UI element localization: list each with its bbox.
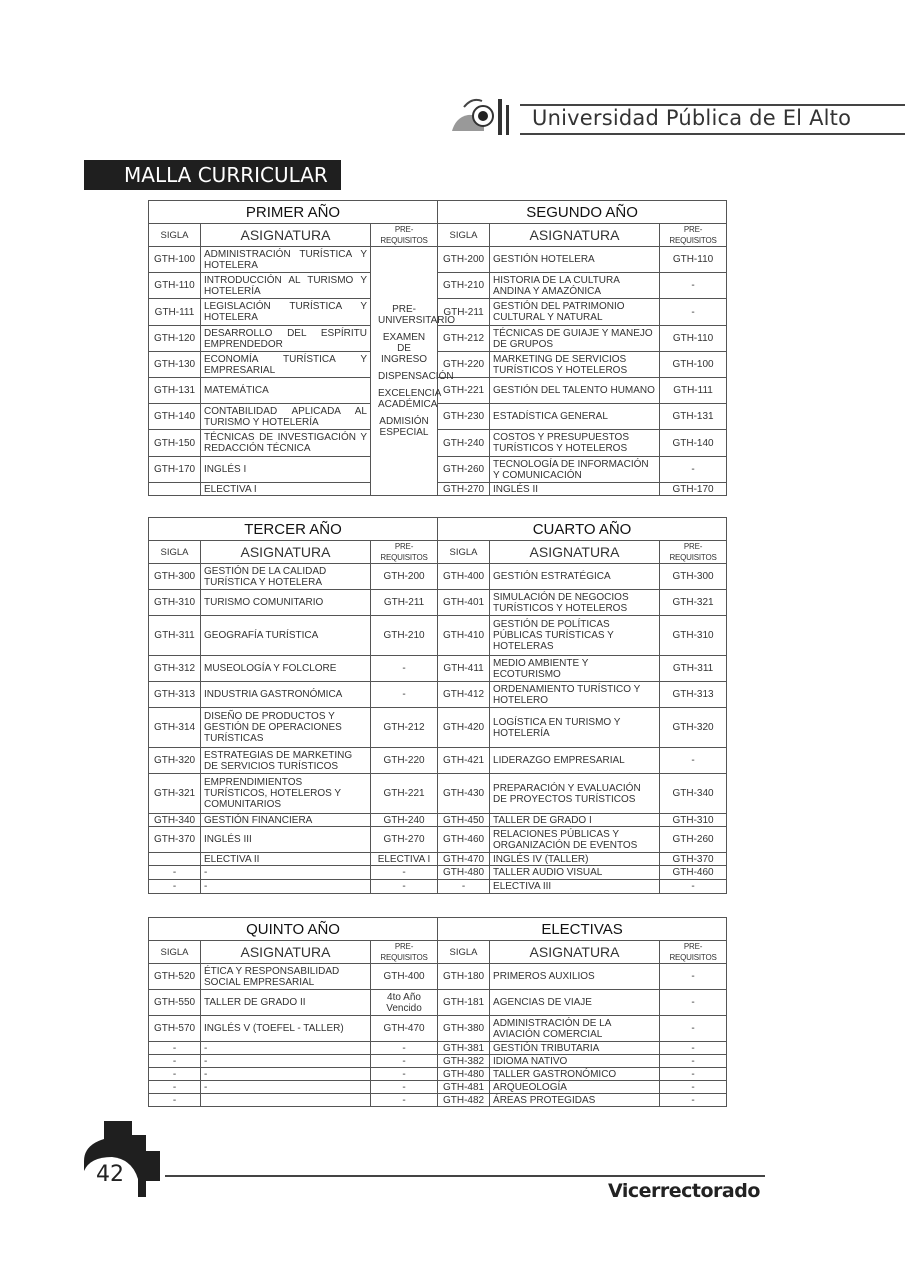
course-code: GTH-421 <box>438 748 490 774</box>
course-name: AGENCIAS DE VIAJE <box>490 990 660 1016</box>
year-title: ELECTIVAS <box>438 918 727 941</box>
course-name: INGLÉS V (TOEFEL - TALLER) <box>201 1016 371 1042</box>
table-row <box>149 247 727 273</box>
vicerrectorado-logo: Vicerrectorado <box>608 1180 760 1202</box>
course-code: - <box>149 1094 201 1107</box>
course-code: GTH-270 <box>438 483 490 496</box>
course-code: GTH-310 <box>149 590 201 616</box>
course-code: GTH-140 <box>149 404 201 430</box>
course-code: GTH-221 <box>438 378 490 404</box>
university-logo-icon <box>450 95 520 137</box>
course-code: GTH-480 <box>438 1068 490 1081</box>
curriculum-table-year-5-electives <box>148 917 727 1107</box>
course-name: PREPARACIÓN Y EVALUACIÓN DE PROYECTOS TURÍSTICOS <box>490 774 660 814</box>
course-code: GTH-120 <box>149 326 201 352</box>
course-code: GTH-420 <box>438 708 490 748</box>
course-name: ORDENAMIENTO TURÍSTICO Y HOTELERO <box>490 682 660 708</box>
footer-rule <box>165 1175 765 1177</box>
course-name: TALLER AUDIO VISUAL <box>490 866 660 880</box>
table-row <box>149 827 727 853</box>
col-header-asignatura: ASIGNATURA <box>201 941 371 964</box>
course-prerequisite: GTH-240 <box>371 814 438 827</box>
course-prerequisite: GTH-260 <box>660 827 727 853</box>
course-prerequisite: - <box>371 1094 438 1107</box>
course-prerequisite: - <box>371 1081 438 1094</box>
course-code: GTH-210 <box>438 273 490 299</box>
course-code: GTH-313 <box>149 682 201 708</box>
course-name: TURISMO COMUNITARIO <box>201 590 371 616</box>
course-code: GTH-181 <box>438 990 490 1016</box>
course-name: LIDERAZGO EMPRESARIAL <box>490 748 660 774</box>
course-name: INGLÉS I <box>201 457 371 483</box>
prerequisite-label: PRE-UNIVERSITARIO <box>378 304 456 326</box>
course-name: ADMINISTRACIÓN DE LA AVIACIÓN COMERCIAL <box>490 1016 660 1042</box>
course-prerequisite: GTH-211 <box>371 590 438 616</box>
col-header-sigla: SIGLA <box>438 541 490 564</box>
course-code: GTH-550 <box>149 990 201 1016</box>
course-prerequisite: - <box>660 1094 727 1107</box>
course-name: - <box>201 866 371 880</box>
course-code <box>149 483 201 496</box>
course-code: GTH-212 <box>438 326 490 352</box>
course-code: GTH-312 <box>149 656 201 682</box>
course-name: - <box>201 1081 371 1094</box>
course-code: GTH-311 <box>149 616 201 656</box>
course-name: TÉCNICAS DE INVESTIGACIÓN Y REDACCIÓN TÉCNICA <box>201 430 371 457</box>
prerequisite-label: ADMISIÓN ESPECIAL <box>379 416 429 438</box>
course-code: GTH-200 <box>438 247 490 273</box>
page-number: 42 <box>96 1162 124 1187</box>
course-prerequisite: GTH-370 <box>660 853 727 866</box>
year-title: QUINTO AÑO <box>149 918 438 941</box>
course-code: GTH-340 <box>149 814 201 827</box>
col-header-asignatura: ASIGNATURA <box>201 541 371 564</box>
col-header-sigla: SIGLA <box>149 224 201 247</box>
course-code <box>149 853 201 866</box>
table-row <box>149 1068 727 1081</box>
course-name: MEDIO AMBIENTE Y ECOTURISMO <box>490 656 660 682</box>
prerequisite-label: EXCELENCIA ACADÉMICA <box>378 388 442 410</box>
course-name: PRIMEROS AUXILIOS <box>490 964 660 990</box>
course-name: INTRODUCCIÓN AL TURISMO Y HOTELERÍA <box>201 273 371 299</box>
curriculum-table-years-1-2 <box>148 200 727 496</box>
course-name <box>201 1094 371 1107</box>
course-prerequisite: - <box>660 299 727 326</box>
col-header-prerequisitos: PRE-REQUISITOS <box>371 224 438 247</box>
course-name: ECONOMÍA TURÍSTICA Y EMPRESARIAL <box>201 352 371 378</box>
course-code: GTH-180 <box>438 964 490 990</box>
col-header-asignatura: ASIGNATURA <box>490 541 660 564</box>
col-header-sigla: SIGLA <box>438 224 490 247</box>
course-code: - <box>149 1081 201 1094</box>
course-code: GTH-211 <box>438 299 490 326</box>
prerequisite-block <box>371 247 456 496</box>
course-name: ARQUEOLOGÍA <box>490 1081 660 1094</box>
course-prerequisite: GTH-170 <box>660 483 727 496</box>
course-code: GTH-400 <box>438 564 490 590</box>
course-prerequisite: GTH-311 <box>660 656 727 682</box>
course-code: GTH-320 <box>149 748 201 774</box>
course-code: GTH-382 <box>438 1055 490 1068</box>
table-row <box>149 880 727 894</box>
table-row <box>149 1016 727 1042</box>
course-prerequisite: - <box>371 866 438 880</box>
course-name: ELECTIVA II <box>201 853 371 866</box>
table-row <box>149 483 727 496</box>
course-prerequisite: - <box>371 1055 438 1068</box>
course-prerequisite: GTH-300 <box>660 564 727 590</box>
table-row <box>149 590 727 616</box>
table-row <box>149 853 727 866</box>
course-prerequisite: GTH-220 <box>371 748 438 774</box>
course-prerequisite: GTH-111 <box>660 378 727 404</box>
course-name: - <box>201 1068 371 1081</box>
course-name: HISTORIA DE LA CULTURA ANDINA Y AMAZÓNICA <box>490 273 660 299</box>
course-code: GTH-460 <box>438 827 490 853</box>
course-code: GTH-430 <box>438 774 490 814</box>
section-title: MALLA CURRICULAR <box>84 160 341 190</box>
course-code: - <box>149 1068 201 1081</box>
course-prerequisite: GTH-310 <box>660 814 727 827</box>
course-prerequisite: 4to Año Vencido <box>371 990 438 1016</box>
col-header-sigla: SIGLA <box>438 941 490 964</box>
course-prerequisite: GTH-400 <box>371 964 438 990</box>
course-code: - <box>149 880 201 894</box>
course-prerequisite: - <box>660 1055 727 1068</box>
course-code: GTH-220 <box>438 352 490 378</box>
course-name: INGLÉS II <box>490 483 660 496</box>
course-code: GTH-321 <box>149 774 201 814</box>
course-prerequisite: GTH-460 <box>660 866 727 880</box>
course-name: GESTIÓN HOTELERA <box>490 247 660 273</box>
course-code: GTH-401 <box>438 590 490 616</box>
course-prerequisite: - <box>660 1042 727 1055</box>
course-name: DISEÑO DE PRODUCTOS Y GESTIÓN DE OPERACIONES TURÍSTICAS <box>201 708 371 748</box>
course-code: - <box>438 880 490 894</box>
course-name: TALLER DE GRADO I <box>490 814 660 827</box>
course-name: GESTIÓN DE LA CALIDAD TURÍSTICA Y HOTELERA <box>201 564 371 590</box>
course-code: GTH-412 <box>438 682 490 708</box>
course-name: TALLER GASTRONÓMICO <box>490 1068 660 1081</box>
col-header-sigla: SIGLA <box>149 941 201 964</box>
table-row <box>149 404 727 430</box>
course-prerequisite: - <box>371 1042 438 1055</box>
course-name: ELECTIVA I <box>201 483 371 496</box>
course-code: GTH-111 <box>149 299 201 326</box>
course-name: GESTIÓN DEL TALENTO HUMANO <box>490 378 660 404</box>
course-name: EMPRENDIMIENTOS TURÍSTICOS, HOTELEROS Y COMUNITARIOS <box>201 774 371 814</box>
course-name: - <box>201 1055 371 1068</box>
year-title: SEGUNDO AÑO <box>438 201 727 224</box>
course-prerequisite: GTH-321 <box>660 590 727 616</box>
course-code: GTH-100 <box>149 247 201 273</box>
course-prerequisite: GTH-100 <box>660 352 727 378</box>
course-code: GTH-131 <box>149 378 201 404</box>
course-prerequisite: - <box>371 682 438 708</box>
course-code: - <box>149 1042 201 1055</box>
course-prerequisite: GTH-200 <box>371 564 438 590</box>
table-row <box>149 430 727 457</box>
table-row <box>149 708 727 748</box>
course-prerequisite: - <box>660 748 727 774</box>
table-row <box>149 616 727 656</box>
course-code: GTH-570 <box>149 1016 201 1042</box>
course-code: GTH-300 <box>149 564 201 590</box>
table-row <box>149 814 727 827</box>
course-code: GTH-370 <box>149 827 201 853</box>
prerequisite-label: EXAMEN DE INGRESO <box>380 332 428 365</box>
col-header-sigla: SIGLA <box>149 541 201 564</box>
course-code: GTH-381 <box>438 1042 490 1055</box>
course-prerequisite: - <box>371 1068 438 1081</box>
course-name: INGLÉS III <box>201 827 371 853</box>
table-row <box>149 682 727 708</box>
course-prerequisite: - <box>660 1016 727 1042</box>
course-name: GESTIÓN DE POLÍTICAS PÚBLICAS TURÍSTICAS Y HOTELERAS <box>490 616 660 656</box>
course-code: - <box>149 1055 201 1068</box>
course-name: LOGÍSTICA EN TURISMO Y HOTELERÍA <box>490 708 660 748</box>
course-name: DESARROLLO DEL ESPÍRITU EMPRENDEDOR <box>201 326 371 352</box>
course-code: GTH-450 <box>438 814 490 827</box>
course-name: MATEMÁTICA <box>201 378 371 404</box>
curriculum-table-years-3-4 <box>148 517 727 894</box>
table-row <box>149 748 727 774</box>
col-header-asignatura: ASIGNATURA <box>201 224 371 247</box>
course-code: GTH-520 <box>149 964 201 990</box>
course-name: ADMINISTRACIÓN TURÍSTICA Y HOTELERA <box>201 247 371 273</box>
course-name: GESTIÓN FINANCIERA <box>201 814 371 827</box>
course-code: GTH-481 <box>438 1081 490 1094</box>
course-prerequisite: GTH-110 <box>660 247 727 273</box>
course-name: MARKETING DE SERVICIOS TURÍSTICOS Y HOTELEROS <box>490 352 660 378</box>
year-title: PRIMER AÑO <box>149 201 438 224</box>
year-title: CUARTO AÑO <box>438 518 727 541</box>
table-row <box>149 774 727 814</box>
course-name: INDUSTRIA GASTRONÓMICA <box>201 682 371 708</box>
course-code: GTH-314 <box>149 708 201 748</box>
table-row <box>149 1042 727 1055</box>
course-prerequisite: - <box>371 656 438 682</box>
course-name: CONTABILIDAD APLICADA AL TURISMO Y HOTELERÍA <box>201 404 371 430</box>
prerequisite-label: DISPENSACIÓN <box>378 371 454 382</box>
course-prerequisite: GTH-313 <box>660 682 727 708</box>
col-header-asignatura: ASIGNATURA <box>490 224 660 247</box>
course-prerequisite: GTH-212 <box>371 708 438 748</box>
table-row <box>149 1055 727 1068</box>
course-prerequisite: GTH-110 <box>660 326 727 352</box>
course-name: TALLER DE GRADO II <box>201 990 371 1016</box>
course-name: TECNOLOGÍA DE INFORMACIÓN Y COMUNICACIÓN <box>490 457 660 483</box>
course-code: GTH-260 <box>438 457 490 483</box>
course-code: GTH-130 <box>149 352 201 378</box>
course-prerequisite: GTH-470 <box>371 1016 438 1042</box>
table-row <box>149 564 727 590</box>
course-prerequisite: GTH-140 <box>660 430 727 457</box>
course-code: GTH-240 <box>438 430 490 457</box>
course-prerequisite: GTH-210 <box>371 616 438 656</box>
course-name: MUSEOLOGÍA Y FOLCLORE <box>201 656 371 682</box>
course-prerequisite: - <box>660 990 727 1016</box>
table-row <box>149 1081 727 1094</box>
table-row <box>149 326 727 352</box>
course-code: GTH-480 <box>438 866 490 880</box>
course-code: GTH-482 <box>438 1094 490 1107</box>
course-prerequisite: GTH-310 <box>660 616 727 656</box>
course-prerequisite: - <box>660 273 727 299</box>
course-prerequisite: - <box>660 1068 727 1081</box>
course-prerequisite: - <box>660 457 727 483</box>
course-code: GTH-230 <box>438 404 490 430</box>
col-header-prerequisitos: PRE-REQUISITOS <box>660 224 727 247</box>
course-name: GESTIÓN DEL PATRIMONIO CULTURAL Y NATURAL <box>490 299 660 326</box>
course-name: GESTIÓN TRIBUTARIA <box>490 1042 660 1055</box>
course-code: GTH-410 <box>438 616 490 656</box>
course-name: SIMULACIÓN DE NEGOCIOS TURÍSTICOS Y HOTELEROS <box>490 590 660 616</box>
course-prerequisite: GTH-340 <box>660 774 727 814</box>
course-prerequisite: ELECTIVA I <box>371 853 438 866</box>
table-row <box>149 964 727 990</box>
course-name: GESTIÓN ESTRATÉGICA <box>490 564 660 590</box>
course-name: GEOGRAFÍA TURÍSTICA <box>201 616 371 656</box>
university-name: Universidad Pública de El Alto <box>532 106 852 130</box>
table-row <box>149 457 727 483</box>
course-code: GTH-470 <box>438 853 490 866</box>
course-name: ESTADÍSTICA GENERAL <box>490 404 660 430</box>
course-name: ÁREAS PROTEGIDAS <box>490 1094 660 1107</box>
course-name: - <box>201 880 371 894</box>
col-header-asignatura: ASIGNATURA <box>490 941 660 964</box>
course-name: - <box>201 1042 371 1055</box>
course-name: TÉCNICAS DE GUIAJE Y MANEJO DE GRUPOS <box>490 326 660 352</box>
col-header-prerequisitos: PRE-REQUISITOS <box>660 541 727 564</box>
course-prerequisite: - <box>660 880 727 894</box>
course-code: GTH-150 <box>149 430 201 457</box>
course-prerequisite: GTH-131 <box>660 404 727 430</box>
course-prerequisite: GTH-270 <box>371 827 438 853</box>
year-title: TERCER AÑO <box>149 518 438 541</box>
table-row <box>149 656 727 682</box>
table-row <box>149 1094 727 1107</box>
table-row <box>149 273 727 299</box>
course-code: GTH-170 <box>149 457 201 483</box>
course-prerequisite: - <box>660 964 727 990</box>
course-prerequisite: GTH-320 <box>660 708 727 748</box>
course-prerequisite: - <box>660 1081 727 1094</box>
col-header-prerequisitos: PRE-REQUISITOS <box>371 941 438 964</box>
table-row <box>149 866 727 880</box>
course-name: RELACIONES PÚBLICAS Y ORGANIZACIÓN DE EVENTOS <box>490 827 660 853</box>
course-code: GTH-110 <box>149 273 201 299</box>
course-prerequisite: GTH-221 <box>371 774 438 814</box>
course-name: IDIOMA NATIVO <box>490 1055 660 1068</box>
col-header-prerequisitos: PRE-REQUISITOS <box>371 541 438 564</box>
course-name: ELECTIVA III <box>490 880 660 894</box>
course-name: LEGISLACIÓN TURÍSTICA Y HOTELERA <box>201 299 371 326</box>
col-header-prerequisitos: PRE-REQUISITOS <box>660 941 727 964</box>
course-name: ESTRATEGIAS DE MARKETING DE SERVICIOS TURÍSTICOS <box>201 748 371 774</box>
course-code: - <box>149 866 201 880</box>
course-code: GTH-411 <box>438 656 490 682</box>
course-name: ÉTICA Y RESPONSABILIDAD SOCIAL EMPRESARIAL <box>201 964 371 990</box>
course-code: GTH-380 <box>438 1016 490 1042</box>
course-name: COSTOS Y PRESUPUESTOS TURÍSTICOS Y HOTELEROS <box>490 430 660 457</box>
course-name: INGLÉS IV (TALLER) <box>490 853 660 866</box>
course-prerequisite: - <box>371 880 438 894</box>
header-rule-bottom <box>520 133 905 135</box>
table-row <box>149 990 727 1016</box>
